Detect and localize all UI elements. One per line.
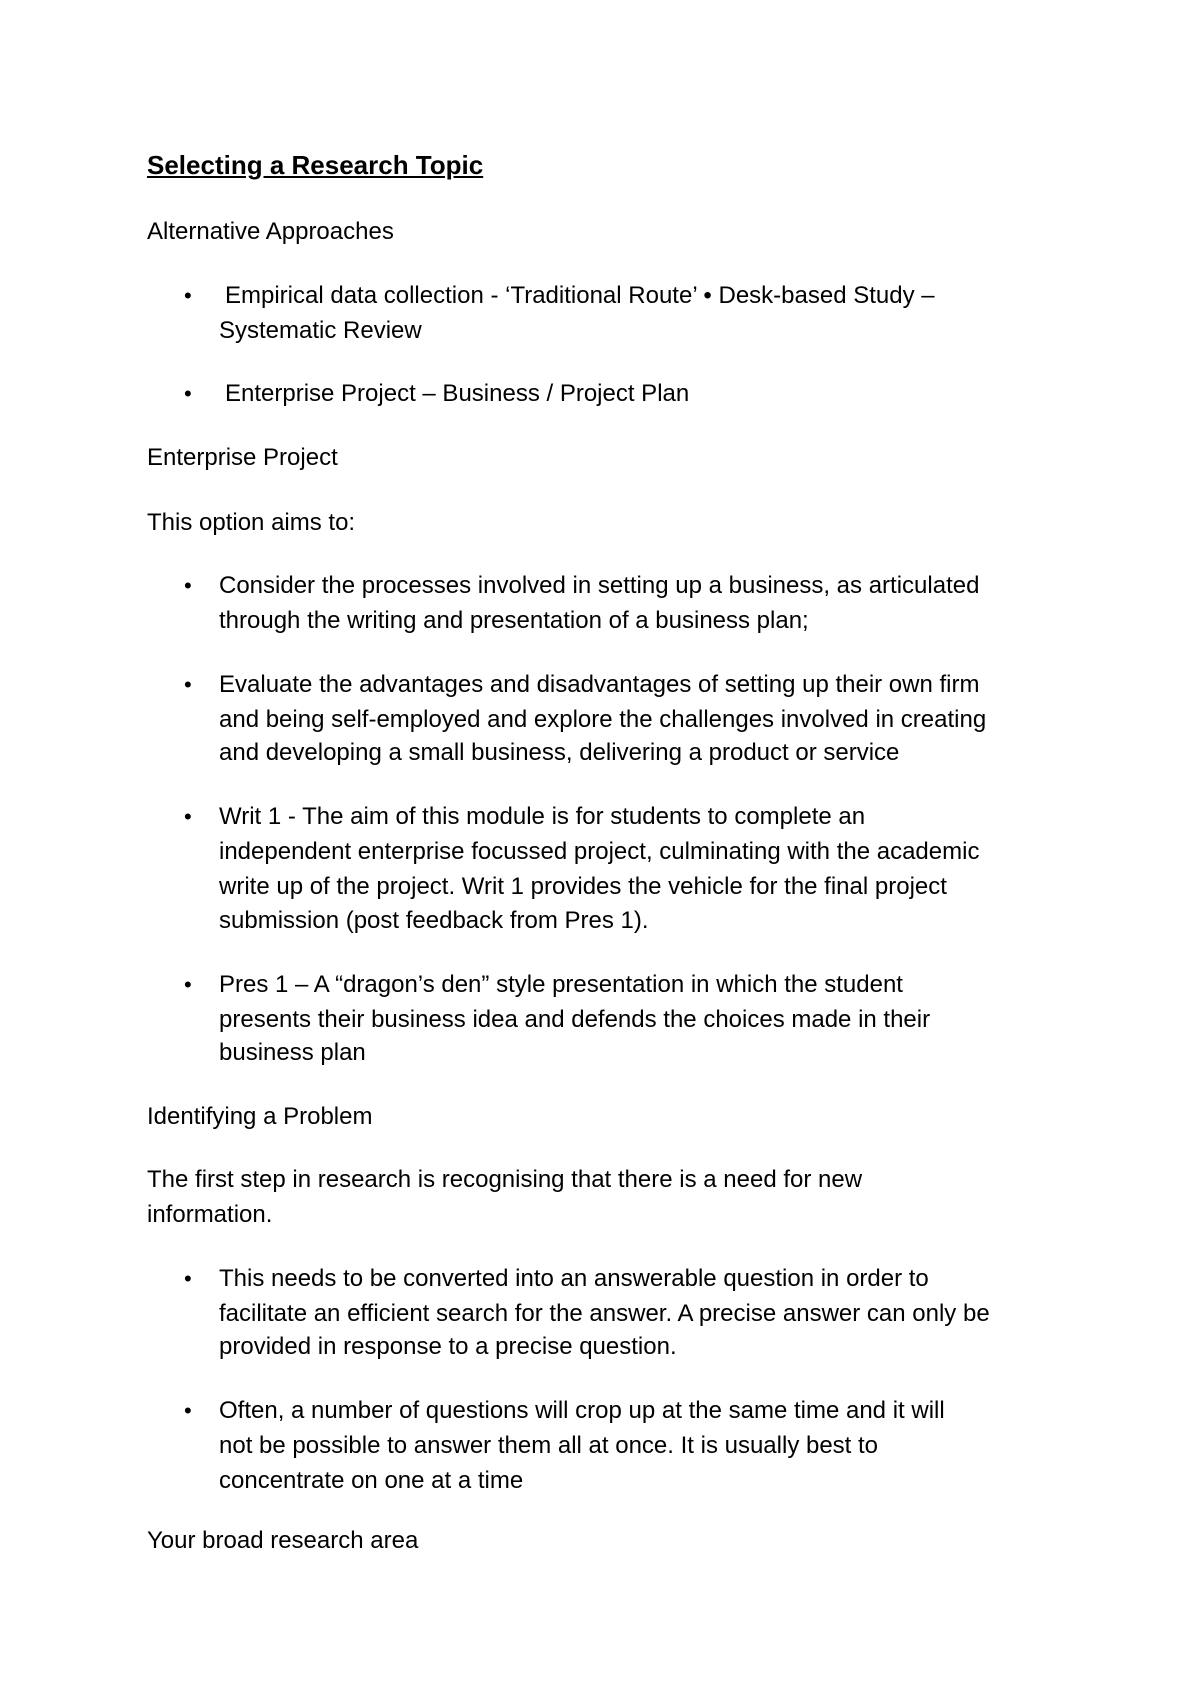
list-item-line: through the writing and presentation of a business plan; [219, 607, 809, 634]
broad-research-area: Your broad research area [147, 1527, 419, 1554]
list-item-line: facilitate an efficient search for the answer. A precise answer can only be [219, 1300, 990, 1327]
heading-alternative-approaches: Alternative Approaches [147, 218, 394, 245]
list-item-line: Empirical data collection - ‘Traditional Route’ • Desk-based Study – [225, 282, 935, 309]
list-item-line: presents their business idea and defends the choices made in their [219, 1006, 931, 1033]
list-item-line: business plan [219, 1039, 366, 1066]
bullet-icon: • [184, 672, 192, 697]
list-item-line: and being self-employed and explore the challenges involved in creating [219, 706, 987, 733]
problem-intro-line: information. [147, 1201, 273, 1228]
list-item [147, 1393, 1067, 1498]
bullet-icon: • [184, 972, 192, 997]
list-item-line: not be possible to answer them all at once. It is usually best to [219, 1432, 879, 1459]
list-item-line: concentrate on one at a time [219, 1467, 524, 1494]
list-item [147, 1261, 1067, 1366]
list-item [147, 568, 1067, 638]
problem-intro-line: The first step in research is recognising that there is a need for new [147, 1166, 863, 1193]
list-item [147, 667, 1067, 772]
bullet-icon: • [184, 283, 192, 308]
list-item [147, 278, 1067, 348]
list-item-line: This needs to be converted into an answerable question in order to [219, 1265, 929, 1292]
list-item-line: and developing a small business, delivering a product or service [219, 739, 900, 766]
heading-enterprise-project: Enterprise Project [147, 444, 338, 471]
list-item-line: independent enterprise focussed project, culminating with the academic [219, 838, 980, 865]
bullet-icon: • [184, 1266, 192, 1291]
list-item-line: Often, a number of questions will crop up at the same time and it will [219, 1397, 945, 1424]
list-item-line: write up of the project. Writ 1 provides the vehicle for the final project [219, 873, 947, 900]
list-item-line: Writ 1 - The aim of this module is for students to complete an [219, 803, 866, 830]
list-item [147, 799, 1067, 939]
bullet-icon: • [184, 573, 192, 598]
bullet-icon: • [184, 804, 192, 829]
heading-identifying-problem: Identifying a Problem [147, 1103, 373, 1130]
list-item-line: Evaluate the advantages and disadvantages of setting up their own firm [219, 671, 980, 698]
list-item-line: Consider the processes involved in setting up a business, as articulated [219, 572, 980, 599]
bullet-icon: • [184, 381, 192, 406]
list-item-line: Systematic Review [219, 317, 422, 344]
list-item-line: submission (post feedback from Pres 1). [219, 907, 649, 934]
list-item [147, 376, 1067, 411]
list-item-line: Pres 1 – A “dragon’s den” style presentation in which the student [219, 971, 903, 998]
page-title: Selecting a Research Topic [147, 150, 484, 180]
list-item-line: provided in response to a precise question. [219, 1333, 677, 1360]
list-item [147, 967, 1067, 1072]
bullet-icon: • [184, 1398, 192, 1423]
option-intro: This option aims to: [147, 509, 356, 536]
list-item-line: Enterprise Project – Business / Project Plan [225, 380, 690, 407]
